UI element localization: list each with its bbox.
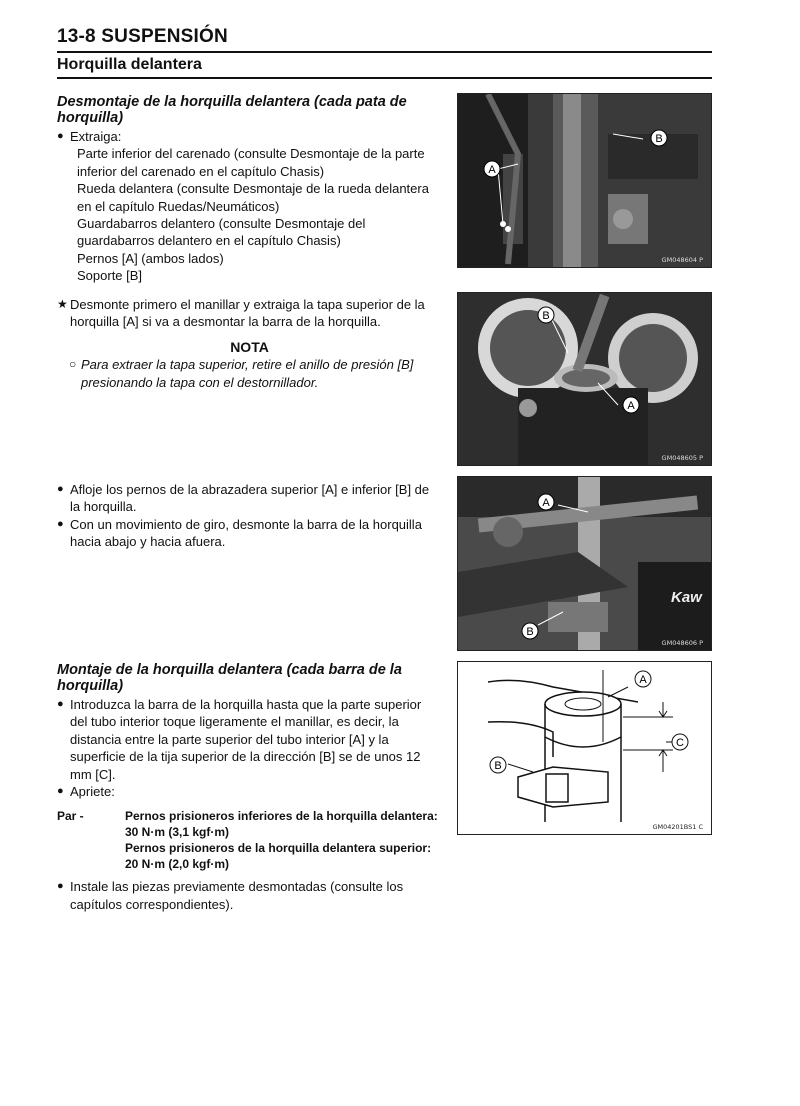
removal-section	[57, 94, 442, 285]
fig3-brand: Kaw	[671, 589, 702, 606]
fig1-label-a: A	[488, 164, 496, 176]
page-header	[57, 26, 712, 79]
extract-item: Guardabarros delantero (consulte Desmontaje del guardabarros delantero en el capítulo Chasis)	[77, 216, 366, 249]
bullet-loosen: ● Afloje los pernos de la abrazadera superior [A] e inferior [B] de la horquilla.	[57, 481, 442, 516]
torque-prefix: Par -	[57, 809, 84, 824]
fig4-code: GM04201BS1 C	[652, 823, 703, 831]
fig3-code: GM048606 P	[661, 639, 703, 647]
torque-upper: Pernos prisioneros de la horquilla delantera superior: 20 N·m (2,0 kgf·m)	[125, 841, 432, 872]
nota-title: NOTA	[230, 338, 269, 355]
fig3-label-a: A	[542, 497, 550, 509]
figure-fork-cap	[457, 292, 712, 466]
fig3-label-b: B	[526, 626, 534, 638]
fig2-code: GM048605 P	[661, 454, 703, 462]
page-title: 13-8 SUSPENSIÓN	[57, 26, 228, 47]
bullet-install: ● Instale las piezas previamente desmontadas (consulte los capítulos correspondientes).	[57, 878, 442, 913]
figure-fork-diagram	[457, 661, 712, 835]
fig1-code: GM048604 P	[661, 256, 703, 264]
install-section	[57, 662, 442, 913]
fig1-label-b: B	[655, 133, 663, 145]
nota-text: ○ Para extraer la tapa superior, retire el anillo de presión [B] presionando la tapa con el destornillador.	[57, 356, 442, 391]
bullet-insert: ● Introduzca la barra de la horquilla hasta que la parte superior del tubo interior toque ligeramente el manillar, es decir, la distancia entre la parte superior del tubo interior [A] y la superficie de la tija superior de la dirección [B] se de unos 12 mm [C].	[57, 696, 442, 783]
header-rule	[57, 51, 712, 53]
extract-item: Rueda delantera (consulte Desmontaje de la rueda delantera en el capítulo Ruedas/Neumáticos)	[77, 181, 429, 214]
fig2-label-a: A	[627, 400, 635, 412]
fig4-label-b: B	[494, 760, 502, 772]
fork-height-diagram	[458, 662, 711, 834]
section-rule	[57, 77, 712, 79]
extract-item: Pernos [A] (ambos lados)	[77, 250, 224, 266]
extract-item: Parte inferior del carenado (consulte Desmontaje de la parte inferior del carenado en el capítulo Chasis)	[77, 146, 425, 179]
install-heading: Montaje de la horquilla delantera (cada barra de la horquilla)	[57, 662, 402, 694]
fork-clamps-photo	[458, 477, 711, 650]
loosen-section	[57, 481, 442, 551]
bullet-extract: ● Extraiga:	[57, 128, 442, 145]
fig2-label-b: B	[542, 310, 550, 322]
torque-lower: Pernos prisioneros inferiores de la horquilla delantera: 30 N·m (3,1 kgf·m)	[125, 809, 438, 840]
fig4-label-a: A	[639, 674, 647, 686]
removal-heading: Desmontaje de la horquilla delantera (cada pata de horquilla)	[57, 94, 407, 126]
torque-spec	[57, 808, 442, 872]
figure-fork-clamps	[457, 476, 712, 651]
figure-fork-bolts	[457, 93, 712, 268]
star-section	[57, 296, 442, 391]
bullet-twist: ● Con un movimiento de giro, desmonte la barra de la horquilla hacia abajo y hacia afuera.	[57, 516, 442, 551]
section-title: Horquilla delantera	[57, 56, 202, 73]
fork-cap-photo	[458, 293, 711, 465]
extract-item: Soporte [B]	[77, 268, 143, 284]
star-instruction: ★ Desmonte primero el manillar y extraiga la tapa superior de la horquilla [A] si va a desmontar la barra de la horquilla.	[57, 296, 442, 331]
fork-bolts-photo	[458, 94, 711, 267]
bullet-tighten: ● Apriete:	[57, 783, 442, 800]
fig4-label-c: C	[676, 737, 684, 749]
